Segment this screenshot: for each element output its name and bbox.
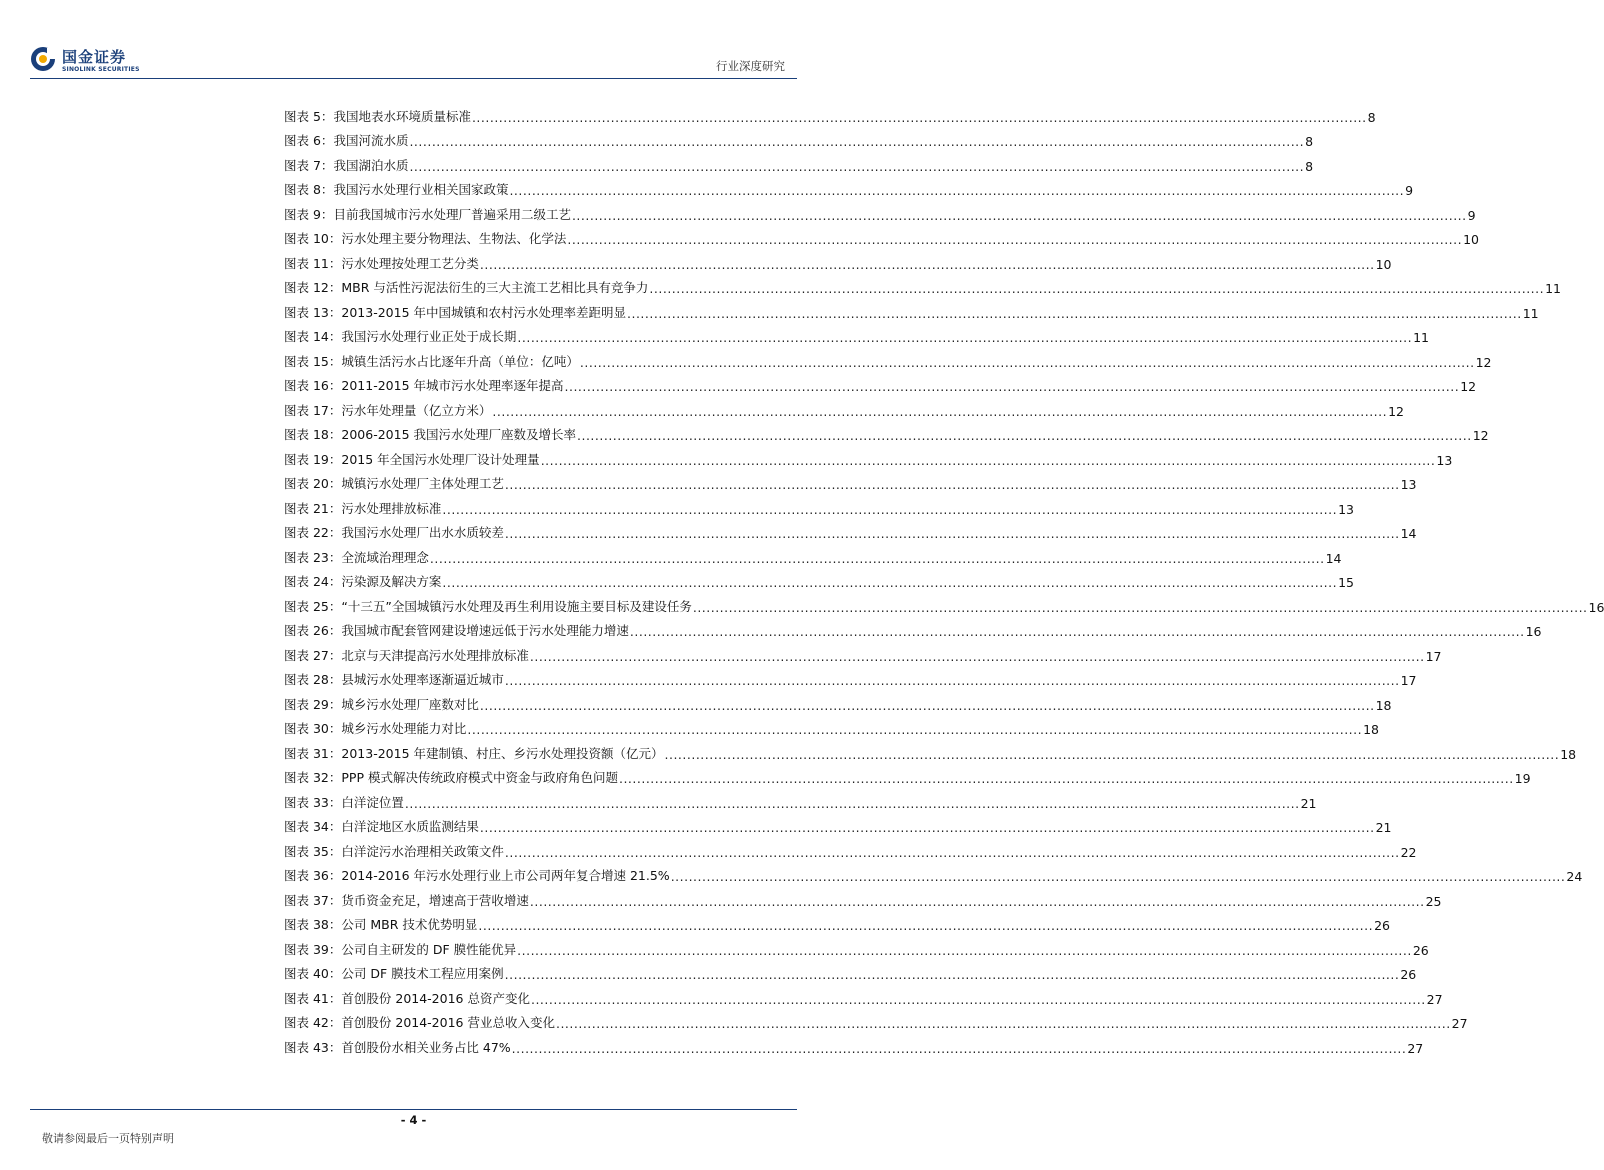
figure-list xyxy=(284,100,1604,1056)
toc-entry-label: 图表 9： xyxy=(284,206,334,222)
toc-leader-dots xyxy=(530,894,1425,909)
toc-entry[interactable] xyxy=(284,223,1479,248)
toc-entry-page: 18 xyxy=(1363,722,1379,737)
toc-leader-dots xyxy=(442,575,1337,590)
toc-entry-page: 21 xyxy=(1375,820,1392,835)
toc-entry[interactable] xyxy=(284,443,1453,468)
toc-entry-page: 16 xyxy=(1525,624,1542,639)
toc-entry-page: 10 xyxy=(1463,232,1479,247)
toc-entry-label: 图表 18： xyxy=(284,427,342,442)
toc-entry-page: 10 xyxy=(1375,256,1392,272)
toc-entry-label: 图表 6： xyxy=(284,133,334,148)
toc-entry[interactable] xyxy=(284,198,1476,223)
toc-leader-dots xyxy=(430,551,1325,566)
toc-leader-dots xyxy=(517,943,1412,958)
toc-entry-label: 图表 39： xyxy=(284,941,342,957)
toc-leader-dots xyxy=(480,698,1375,713)
toc-entry-page: 22 xyxy=(1400,844,1417,860)
toc-entry-label: 图表 5： xyxy=(284,108,334,124)
toc-entry[interactable] xyxy=(284,468,1417,493)
toc-entry-label: 图表 32： xyxy=(284,770,342,785)
toc-entry[interactable] xyxy=(284,541,1342,566)
toc-entry-title: 全流域治理理念 xyxy=(341,549,429,565)
toc-entry[interactable] xyxy=(284,272,1562,297)
toc-entry-label: 图表 19： xyxy=(284,451,342,467)
toc-leader-dots xyxy=(405,796,1300,811)
header-divider xyxy=(30,78,797,79)
toc-entry[interactable] xyxy=(284,296,1539,321)
toc-leader-dots xyxy=(671,869,1566,884)
toc-entry[interactable] xyxy=(284,615,1542,640)
toc-entry-label: 图表 35： xyxy=(284,843,342,859)
toc-entry[interactable] xyxy=(284,321,1429,346)
toc-entry-label: 图表 24： xyxy=(284,574,342,589)
toc-entry-page: 8 xyxy=(1367,109,1376,125)
toc-entry-page: 26 xyxy=(1374,918,1390,933)
toc-entry-label: 图表 33： xyxy=(284,794,342,810)
toc-entry-label: 图表 38： xyxy=(284,917,342,932)
toc-entry-title: 2013-2015 年中国城镇和农村污水处理率差距明显 xyxy=(341,304,626,320)
toc-entry-page: 11 xyxy=(1545,281,1562,296)
toc-leader-dots xyxy=(480,820,1375,835)
toc-entry[interactable] xyxy=(284,517,1417,542)
toc-leader-dots xyxy=(505,967,1400,982)
toc-entry-page: 14 xyxy=(1400,526,1417,541)
toc-entry[interactable] xyxy=(284,713,1379,738)
toc-leader-dots xyxy=(665,747,1560,762)
toc-leader-dots xyxy=(505,845,1400,860)
toc-entry-title: 我国污水处理行业正处于成长期 xyxy=(341,329,517,344)
toc-entry-label: 图表 20： xyxy=(284,476,342,491)
toc-entry-title: 我国污水处理行业相关国家政策 xyxy=(333,182,509,197)
toc-entry-title: 白洋淀污水治理相关政策文件 xyxy=(341,843,504,859)
toc-entry-title: 2014-2016 年污水处理行业上市公司两年复合增速 21.5% xyxy=(341,868,670,883)
toc-entry[interactable] xyxy=(284,688,1392,713)
toc-entry-page: 27 xyxy=(1451,1016,1468,1031)
toc-entry[interactable] xyxy=(284,100,1376,125)
toc-entry-label: 图表 37： xyxy=(284,892,342,908)
toc-leader-dots xyxy=(505,477,1400,492)
toc-entry-title: 污染源及解决方案 xyxy=(341,574,442,589)
toc-entry-label: 图表 31： xyxy=(284,745,342,761)
toc-entry-label: 图表 21： xyxy=(284,500,342,516)
toc-entry-page: 12 xyxy=(1472,428,1489,443)
toc-entry-title: 2011-2015 年城市污水处理率逐年提高 xyxy=(341,378,564,393)
toc-entry-title: 县城污水处理率逐渐逼近城市 xyxy=(341,672,504,687)
toc-entry[interactable] xyxy=(284,909,1390,934)
toc-entry-label: 图表 28： xyxy=(284,672,342,687)
toc-leader-dots xyxy=(541,453,1436,468)
toc-entry-title: 城乡污水处理厂座数对比 xyxy=(341,696,479,712)
toc-entry-page: 11 xyxy=(1413,330,1429,345)
toc-entry-page: 13 xyxy=(1436,452,1453,468)
toc-entry[interactable] xyxy=(284,884,1442,909)
toc-entry[interactable] xyxy=(284,1031,1424,1056)
toc-entry-label: 图表 42： xyxy=(284,1015,342,1030)
toc-entry-title: 2015 年全国污水处理厂设计处理量 xyxy=(341,451,540,467)
toc-entry[interactable] xyxy=(284,370,1477,395)
toc-leader-dots xyxy=(478,918,1373,933)
toc-entry-page: 16 xyxy=(1588,599,1604,615)
toc-entry-title: 我国河流水质 xyxy=(333,133,409,148)
toc-entry-label: 图表 15： xyxy=(284,353,342,369)
toc-entry-title: 2013-2015 年建制镇、村庄、乡污水处理投资额（亿元） xyxy=(341,745,664,761)
toc-leader-dots xyxy=(409,159,1304,174)
toc-leader-dots xyxy=(572,208,1467,223)
toc-entry-label: 图表 22： xyxy=(284,525,342,540)
toc-entry-label: 图表 11： xyxy=(284,255,342,271)
toc-entry-page: 13 xyxy=(1338,501,1354,517)
toc-leader-dots xyxy=(531,992,1426,1007)
toc-entry-title: 我国污水处理厂出水水质较差 xyxy=(341,525,504,540)
toc-entry-page: 9 xyxy=(1405,183,1414,198)
toc-leader-dots xyxy=(480,257,1375,272)
toc-leader-dots xyxy=(467,722,1362,737)
page-header xyxy=(0,0,827,80)
toc-entry-title: 首创股份 2014-2016 营业总收入变化 xyxy=(341,1015,555,1030)
toc-entry-page: 26 xyxy=(1412,942,1429,958)
toc-entry[interactable] xyxy=(284,835,1417,860)
toc-entry-title: 我国地表水环境质量标准 xyxy=(333,108,471,124)
toc-entry-page: 18 xyxy=(1560,746,1577,762)
toc-entry-page: 12 xyxy=(1460,379,1477,394)
toc-leader-dots xyxy=(577,428,1472,443)
toc-entry-title: 2006-2015 我国污水处理厂座数及增长率 xyxy=(341,427,576,442)
toc-leader-dots xyxy=(580,355,1475,370)
toc-leader-dots xyxy=(509,183,1404,198)
logo-text-cn: 国金证券 xyxy=(62,48,127,66)
toc-entry-label: 图表 8： xyxy=(284,182,334,197)
toc-entry[interactable] xyxy=(284,982,1443,1007)
toc-entry-label: 图表 40： xyxy=(284,966,342,981)
toc-leader-dots xyxy=(627,306,1522,321)
toc-entry[interactable] xyxy=(284,419,1489,444)
toc-entry-label: 图表 12： xyxy=(284,280,342,295)
toc-leader-dots xyxy=(565,379,1460,394)
toc-entry-page: 18 xyxy=(1375,697,1392,713)
page-number: - 4 - xyxy=(400,1113,427,1127)
toc-entry-page: 24 xyxy=(1566,869,1583,884)
toc-entry[interactable] xyxy=(284,492,1354,517)
toc-entry[interactable] xyxy=(284,566,1354,591)
toc-leader-dots xyxy=(492,404,1387,419)
toc-leader-dots xyxy=(517,330,1412,345)
toc-leader-dots xyxy=(442,502,1337,517)
toc-entry[interactable] xyxy=(284,247,1392,272)
toc-entry-page: 8 xyxy=(1305,158,1314,174)
toc-entry-title: 污水年处理量（亿立方米） xyxy=(341,402,492,418)
toc-leader-dots xyxy=(556,1016,1451,1031)
toc-leader-dots xyxy=(409,134,1304,149)
toc-leader-dots xyxy=(567,232,1462,247)
toc-entry[interactable] xyxy=(284,860,1583,885)
toc-entry-page: 17 xyxy=(1400,673,1417,688)
toc-entry-title: 城镇生活污水占比逐年升高（单位：亿吨） xyxy=(341,353,579,369)
toc-leader-dots xyxy=(512,1041,1407,1056)
toc-entry-title: 白洋淀位置 xyxy=(341,794,404,810)
toc-leader-dots xyxy=(693,600,1588,615)
logo-mark-icon xyxy=(30,46,56,72)
toc-entry-page: 8 xyxy=(1305,134,1314,149)
toc-entry-title: 公司 MBR 技术优势明显 xyxy=(341,917,478,932)
toc-entry-title: 我国城市配套管网建设增速远低于污水处理能力增速 xyxy=(341,623,629,638)
toc-entry[interactable] xyxy=(284,345,1492,370)
toc-entry-page: 26 xyxy=(1400,967,1417,982)
toc-entry[interactable] xyxy=(284,125,1314,150)
toc-entry[interactable] xyxy=(284,590,1604,615)
toc-entry-page: 11 xyxy=(1522,305,1539,321)
toc-entry-page: 17 xyxy=(1425,648,1442,664)
toc-entry-title: 污水处理排放标准 xyxy=(341,500,442,516)
toc-entry-label: 图表 23： xyxy=(284,549,342,565)
toc-entry-label: 图表 41： xyxy=(284,990,342,1006)
toc-entry[interactable] xyxy=(284,786,1317,811)
toc-entry-title: 白洋淀地区水质监测结果 xyxy=(341,819,479,834)
toc-leader-dots xyxy=(619,771,1514,786)
toc-entry-page: 9 xyxy=(1467,207,1476,223)
toc-entry-label: 图表 17： xyxy=(284,402,342,418)
toc-entry[interactable] xyxy=(284,149,1314,174)
toc-entry-label: 图表 25： xyxy=(284,598,342,614)
toc-entry[interactable] xyxy=(284,958,1417,983)
toc-leader-dots xyxy=(649,281,1544,296)
disclaimer-text: 敬请参阅最后一页特别声明 xyxy=(42,1132,174,1145)
toc-entry-label: 图表 16： xyxy=(284,378,342,393)
toc-entry-label: 图表 34： xyxy=(284,819,342,834)
toc-entry-page: 27 xyxy=(1426,991,1443,1007)
toc-entry-title: 污水处理按处理工艺分类 xyxy=(341,255,479,271)
toc-entry-title: MBR 与活性污泥法衍生的三大主流工艺相比具有竞争力 xyxy=(341,280,649,295)
toc-entry-label: 图表 13： xyxy=(284,304,342,320)
toc-entry-title: 我国湖泊水质 xyxy=(333,157,409,173)
toc-entry[interactable] xyxy=(284,933,1429,958)
toc-entry-page: 19 xyxy=(1514,771,1531,786)
toc-leader-dots xyxy=(472,110,1367,125)
logo-text-en: SINOLINK SECURITIES xyxy=(62,66,140,73)
toc-entry-label: 图表 10： xyxy=(284,231,342,246)
toc-entry-page: 27 xyxy=(1407,1040,1424,1056)
toc-entry-title: 首创股份水相关业务占比 47% xyxy=(341,1039,511,1055)
toc-leader-dots xyxy=(505,673,1400,688)
toc-entry-page: 25 xyxy=(1425,893,1442,909)
toc-entry-label: 图表 26： xyxy=(284,623,342,638)
toc-entry-label: 图表 29： xyxy=(284,696,342,712)
toc-entry-title: 城乡污水处理能力对比 xyxy=(341,721,467,736)
toc-entry-title: 北京与天津提高污水处理排放标准 xyxy=(341,647,529,663)
toc-entry[interactable] xyxy=(284,174,1414,199)
toc-entry-title: PPP 模式解决传统政府模式中资金与政府角色问题 xyxy=(341,770,618,785)
toc-entry-label: 图表 14： xyxy=(284,329,342,344)
toc-entry[interactable] xyxy=(284,811,1392,836)
toc-entry[interactable] xyxy=(284,639,1442,664)
toc-leader-dots xyxy=(630,624,1525,639)
toc-entry[interactable] xyxy=(284,394,1404,419)
toc-entry-page: 14 xyxy=(1325,550,1342,566)
toc-entry-page: 12 xyxy=(1475,354,1492,370)
toc-entry-page: 13 xyxy=(1400,477,1417,492)
toc-entry-title: 目前我国城市污水处理厂普遍采用二级工艺 xyxy=(333,206,571,222)
footer-divider xyxy=(30,1109,797,1110)
toc-entry-page: 15 xyxy=(1338,575,1354,590)
toc-entry-label: 图表 27： xyxy=(284,647,342,663)
toc-entry-label: 图表 36： xyxy=(284,868,342,883)
toc-entry-label: 图表 30： xyxy=(284,721,342,736)
toc-entry-label: 图表 7： xyxy=(284,157,334,173)
toc-entry-page: 12 xyxy=(1388,403,1404,419)
toc-entry-title: “十三五”全国城镇污水处理及再生利用设施主要目标及建设任务 xyxy=(341,598,692,614)
company-logo xyxy=(30,46,160,76)
toc-entry-title: 货币资金充足，增速高于营收增速 xyxy=(341,892,529,908)
toc-leader-dots xyxy=(505,526,1400,541)
toc-entry[interactable] xyxy=(284,737,1577,762)
toc-entry-title: 公司 DF 膜技术工程应用案例 xyxy=(341,966,504,981)
toc-entry[interactable] xyxy=(284,664,1417,689)
toc-entry-title: 污水处理主要分物理法、生物法、化学法 xyxy=(341,231,567,246)
toc-entry-title: 城镇污水处理厂主体处理工艺 xyxy=(341,476,504,491)
toc-entry-title: 首创股份 2014-2016 总资产变化 xyxy=(341,990,530,1006)
toc-entry[interactable] xyxy=(284,1007,1468,1032)
toc-entry[interactable] xyxy=(284,762,1531,787)
toc-entry-page: 21 xyxy=(1300,795,1317,811)
toc-entry-label: 图表 43： xyxy=(284,1039,342,1055)
toc-leader-dots xyxy=(530,649,1425,664)
report-category: 行业深度研究 xyxy=(716,59,785,73)
toc-entry-title: 公司自主研发的 DF 膜性能优异 xyxy=(341,941,517,957)
